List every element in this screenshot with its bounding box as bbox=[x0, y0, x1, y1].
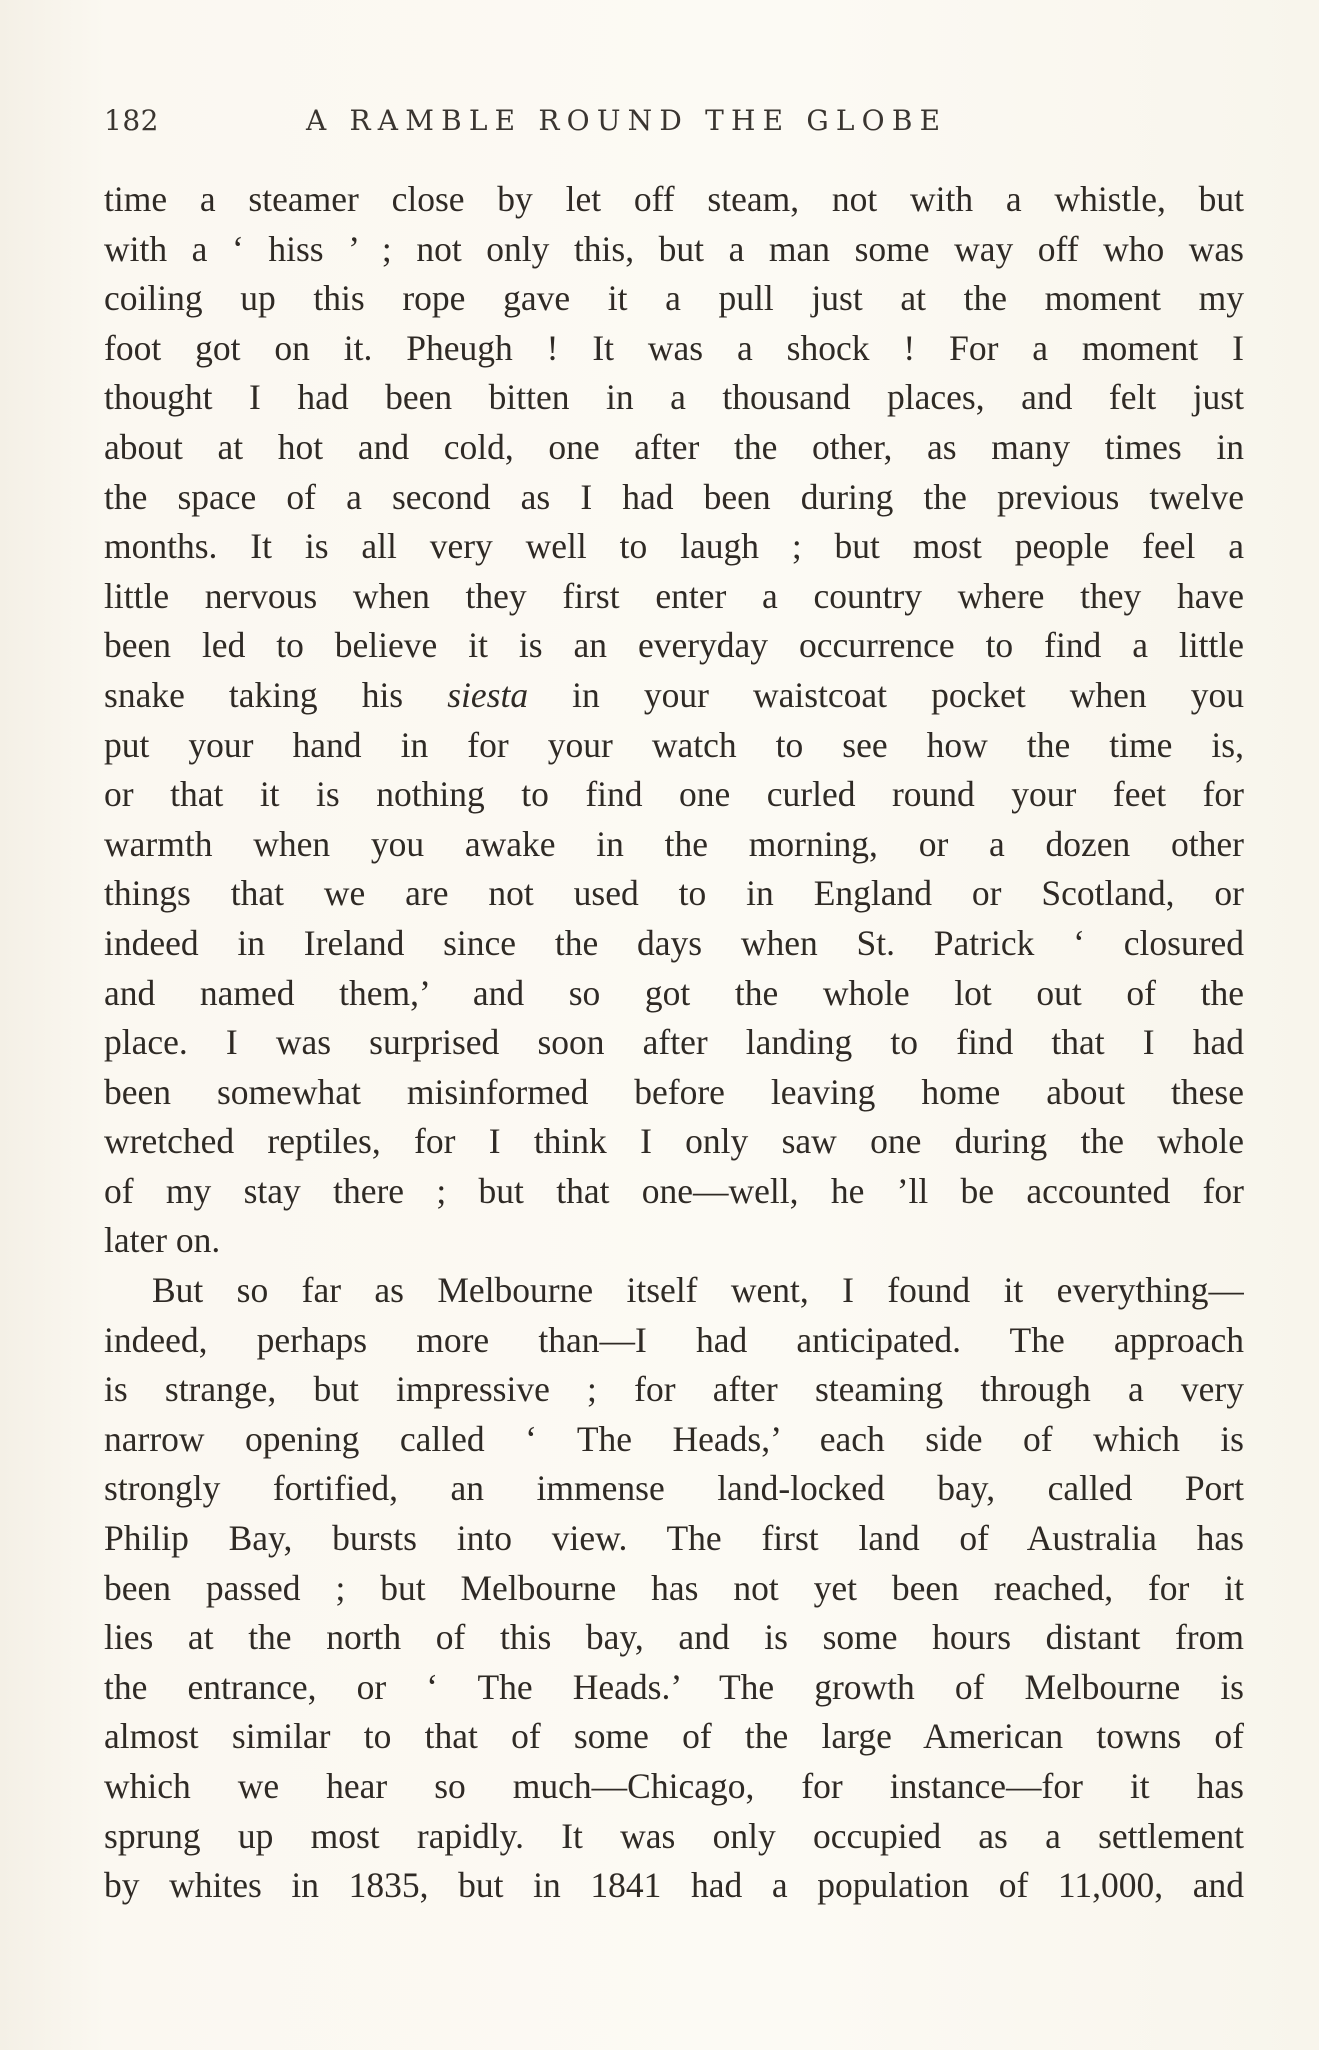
text-line: almost similar to that of some of the large American towns of bbox=[104, 1716, 1244, 1757]
line-text-after-italic: in your waistcoat pocket when you bbox=[528, 674, 1244, 715]
body-text bbox=[104, 175, 1244, 1911]
text-line: the entrance, or ‘ The Heads.’ The growth of Melbourne is bbox=[104, 1666, 1244, 1707]
text-line: by whites in 1835, but in 1841 had a population of 11,000, and bbox=[104, 1865, 1244, 1906]
running-head-title: A RAMBLE ROUND THE GLOBE bbox=[306, 104, 948, 137]
text-line: time a steamer close by let off steam, not with a whistle, but bbox=[104, 179, 1244, 219]
text-line: foot got on it. Pheugh ! It was a shock ! For a moment I bbox=[104, 327, 1244, 368]
text-line: place. I was surprised soon after landing to find that I had bbox=[104, 1022, 1244, 1063]
text-line: indeed in Ireland since the days when St. Patrick ‘ closured bbox=[104, 922, 1244, 963]
text-line: or that it is nothing to find one curled round your feet for bbox=[104, 774, 1244, 815]
text-line: coiling up this rope gave it a pull just at the moment my bbox=[104, 278, 1244, 319]
text-line: been somewhat misinformed before leaving home about these bbox=[104, 1071, 1244, 1112]
text-line: been led to believe it is an everyday occurrence to find a little bbox=[104, 625, 1244, 666]
text-line: indeed, perhaps more than—I had anticipated. The approach bbox=[104, 1319, 1244, 1360]
text-line: wretched reptiles, for I think I only saw one during the whole bbox=[104, 1121, 1244, 1162]
text-line: things that we are not used to in England or Scotland, or bbox=[104, 873, 1244, 914]
text-line: put your hand in for your watch to see how the time is, bbox=[104, 724, 1244, 765]
text-line: is strange, but impressive ; for after steaming through a very bbox=[104, 1369, 1244, 1410]
text-line: little nervous when they first enter a country where they have bbox=[104, 575, 1244, 616]
text-line: sprung up most rapidly. It was only occupied as a settlement bbox=[104, 1815, 1244, 1856]
text-line-paragraph-end: later on. bbox=[104, 1220, 221, 1261]
text-line: months. It is all very well to laugh ; but most people feel a bbox=[104, 526, 1244, 567]
line-text-before-italic: snake taking his bbox=[104, 674, 448, 715]
text-line: thought I had been bitten in a thousand places, and felt just bbox=[104, 377, 1244, 418]
text-line: of my stay there ; but that one—well, he ’ll be accounted for bbox=[104, 1170, 1244, 1211]
text-line: the space of a second as I had been during the previous twelve bbox=[104, 476, 1244, 517]
text-line: warmth when you awake in the morning, or a dozen other bbox=[104, 823, 1244, 864]
page-number: 182 bbox=[104, 104, 159, 137]
text-line: strongly fortified, an immense land-locked bay, called Port bbox=[104, 1468, 1244, 1509]
text-line: which we hear so much—Chicago, for instance—for it has bbox=[104, 1766, 1244, 1806]
text-line bbox=[104, 671, 1244, 721]
italic-word-siesta: siesta bbox=[447, 674, 529, 715]
text-line-paragraph-start: But so far as Melbourne itself went, I found it everything— bbox=[152, 1270, 1244, 1311]
running-head bbox=[104, 104, 1244, 144]
text-line: about at hot and cold, one after the other, as many times in bbox=[104, 426, 1244, 467]
text-line: lies at the north of this bay, and is some hours distant from bbox=[104, 1617, 1244, 1658]
text-line: Philip Bay, bursts into view. The first land of Australia has bbox=[104, 1518, 1244, 1559]
text-line: and named them,’ and so got the whole lot out of the bbox=[104, 972, 1244, 1013]
text-line: been passed ; but Melbourne has not yet been reached, for it bbox=[104, 1567, 1244, 1608]
text-line: narrow opening called ‘ The Heads,’ each side of which is bbox=[104, 1418, 1244, 1459]
text-line: with a ‘ hiss ’ ; not only this, but a man some way off who was bbox=[104, 228, 1244, 269]
